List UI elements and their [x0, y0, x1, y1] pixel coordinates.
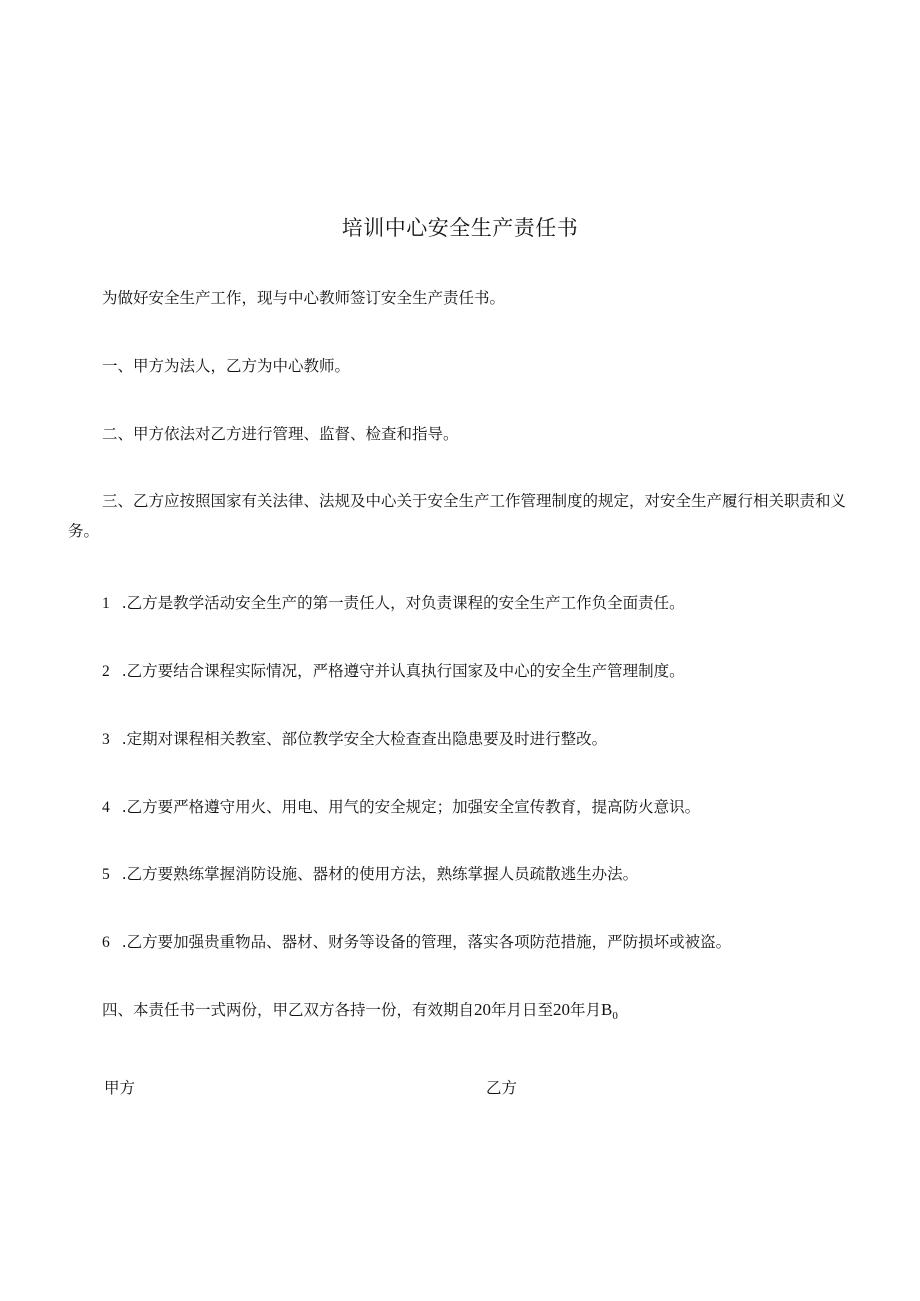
clause-4-year-2: 20	[553, 1000, 571, 1019]
item-text: .乙方是教学活动安全生产的第一责任人，对负责课程的安全生产工作负全面责任。	[121, 594, 685, 612]
clause-1: 一、甲方为法人，乙方为中心教师。	[102, 357, 351, 375]
item-number: 4	[102, 799, 110, 816]
list-item	[68, 927, 858, 958]
item-number: 1	[102, 595, 110, 612]
list-item	[68, 859, 858, 890]
item-number: 2	[102, 663, 110, 680]
party-a-signature: 甲方	[104, 1079, 136, 1097]
document-title: 培训中心安全生产责任书	[341, 216, 579, 240]
intro-paragraph: 为做好安全生产工作，现与中心教师签订安全生产责任书。	[102, 289, 506, 307]
party-b-signature: 乙方	[486, 1079, 518, 1097]
item-text: .乙方要熟练掌握消防设施、器材的使用方法，熟练掌握人员疏散逃生办法。	[121, 865, 639, 883]
clause-4	[68, 995, 858, 1031]
clause-4-ending: B	[601, 1000, 613, 1019]
clause-2: 二、甲方依法对乙方进行管理、监督、检查和指导。	[102, 425, 459, 443]
clause-4-text-2: 年月日至	[491, 1001, 554, 1019]
item-text: .乙方要结合课程实际情况，严格遵守并认真执行国家及中心的安全生产管理制度。	[121, 662, 685, 680]
list-item	[68, 656, 858, 687]
item-number: 3	[102, 731, 110, 748]
item-text: .乙方要加强贵重物品、器材、财务等设备的管理，落实各项防范措施，严防损坏或被盗。	[121, 933, 732, 951]
item-number: 6	[102, 934, 110, 951]
clause-4-text-1: 四、本责任书一式两份，甲乙双方各持一份，有效期自	[102, 1001, 475, 1019]
list-item	[68, 588, 858, 619]
item-text: .乙方要严格遵守用火、用电、用气的安全规定；加强安全宣传教育，提高防火意识。	[121, 798, 701, 816]
clause-3: 三、乙方应按照国家有关法律、法规及中心关于安全生产工作管理制度的规定，对安全生产履行相关职责和义务。	[68, 492, 847, 540]
clause-4-text-3: 年月	[570, 1001, 602, 1019]
clause-4-year-1: 20	[474, 1000, 492, 1019]
list-item	[68, 792, 858, 823]
item-text: .定期对课程相关教室、部位教学安全大检查查出隐患要及时进行整改。	[121, 730, 608, 748]
item-number: 5	[102, 866, 110, 883]
clause-4-ending-sub: 0	[612, 1010, 618, 1023]
list-item	[68, 724, 858, 755]
